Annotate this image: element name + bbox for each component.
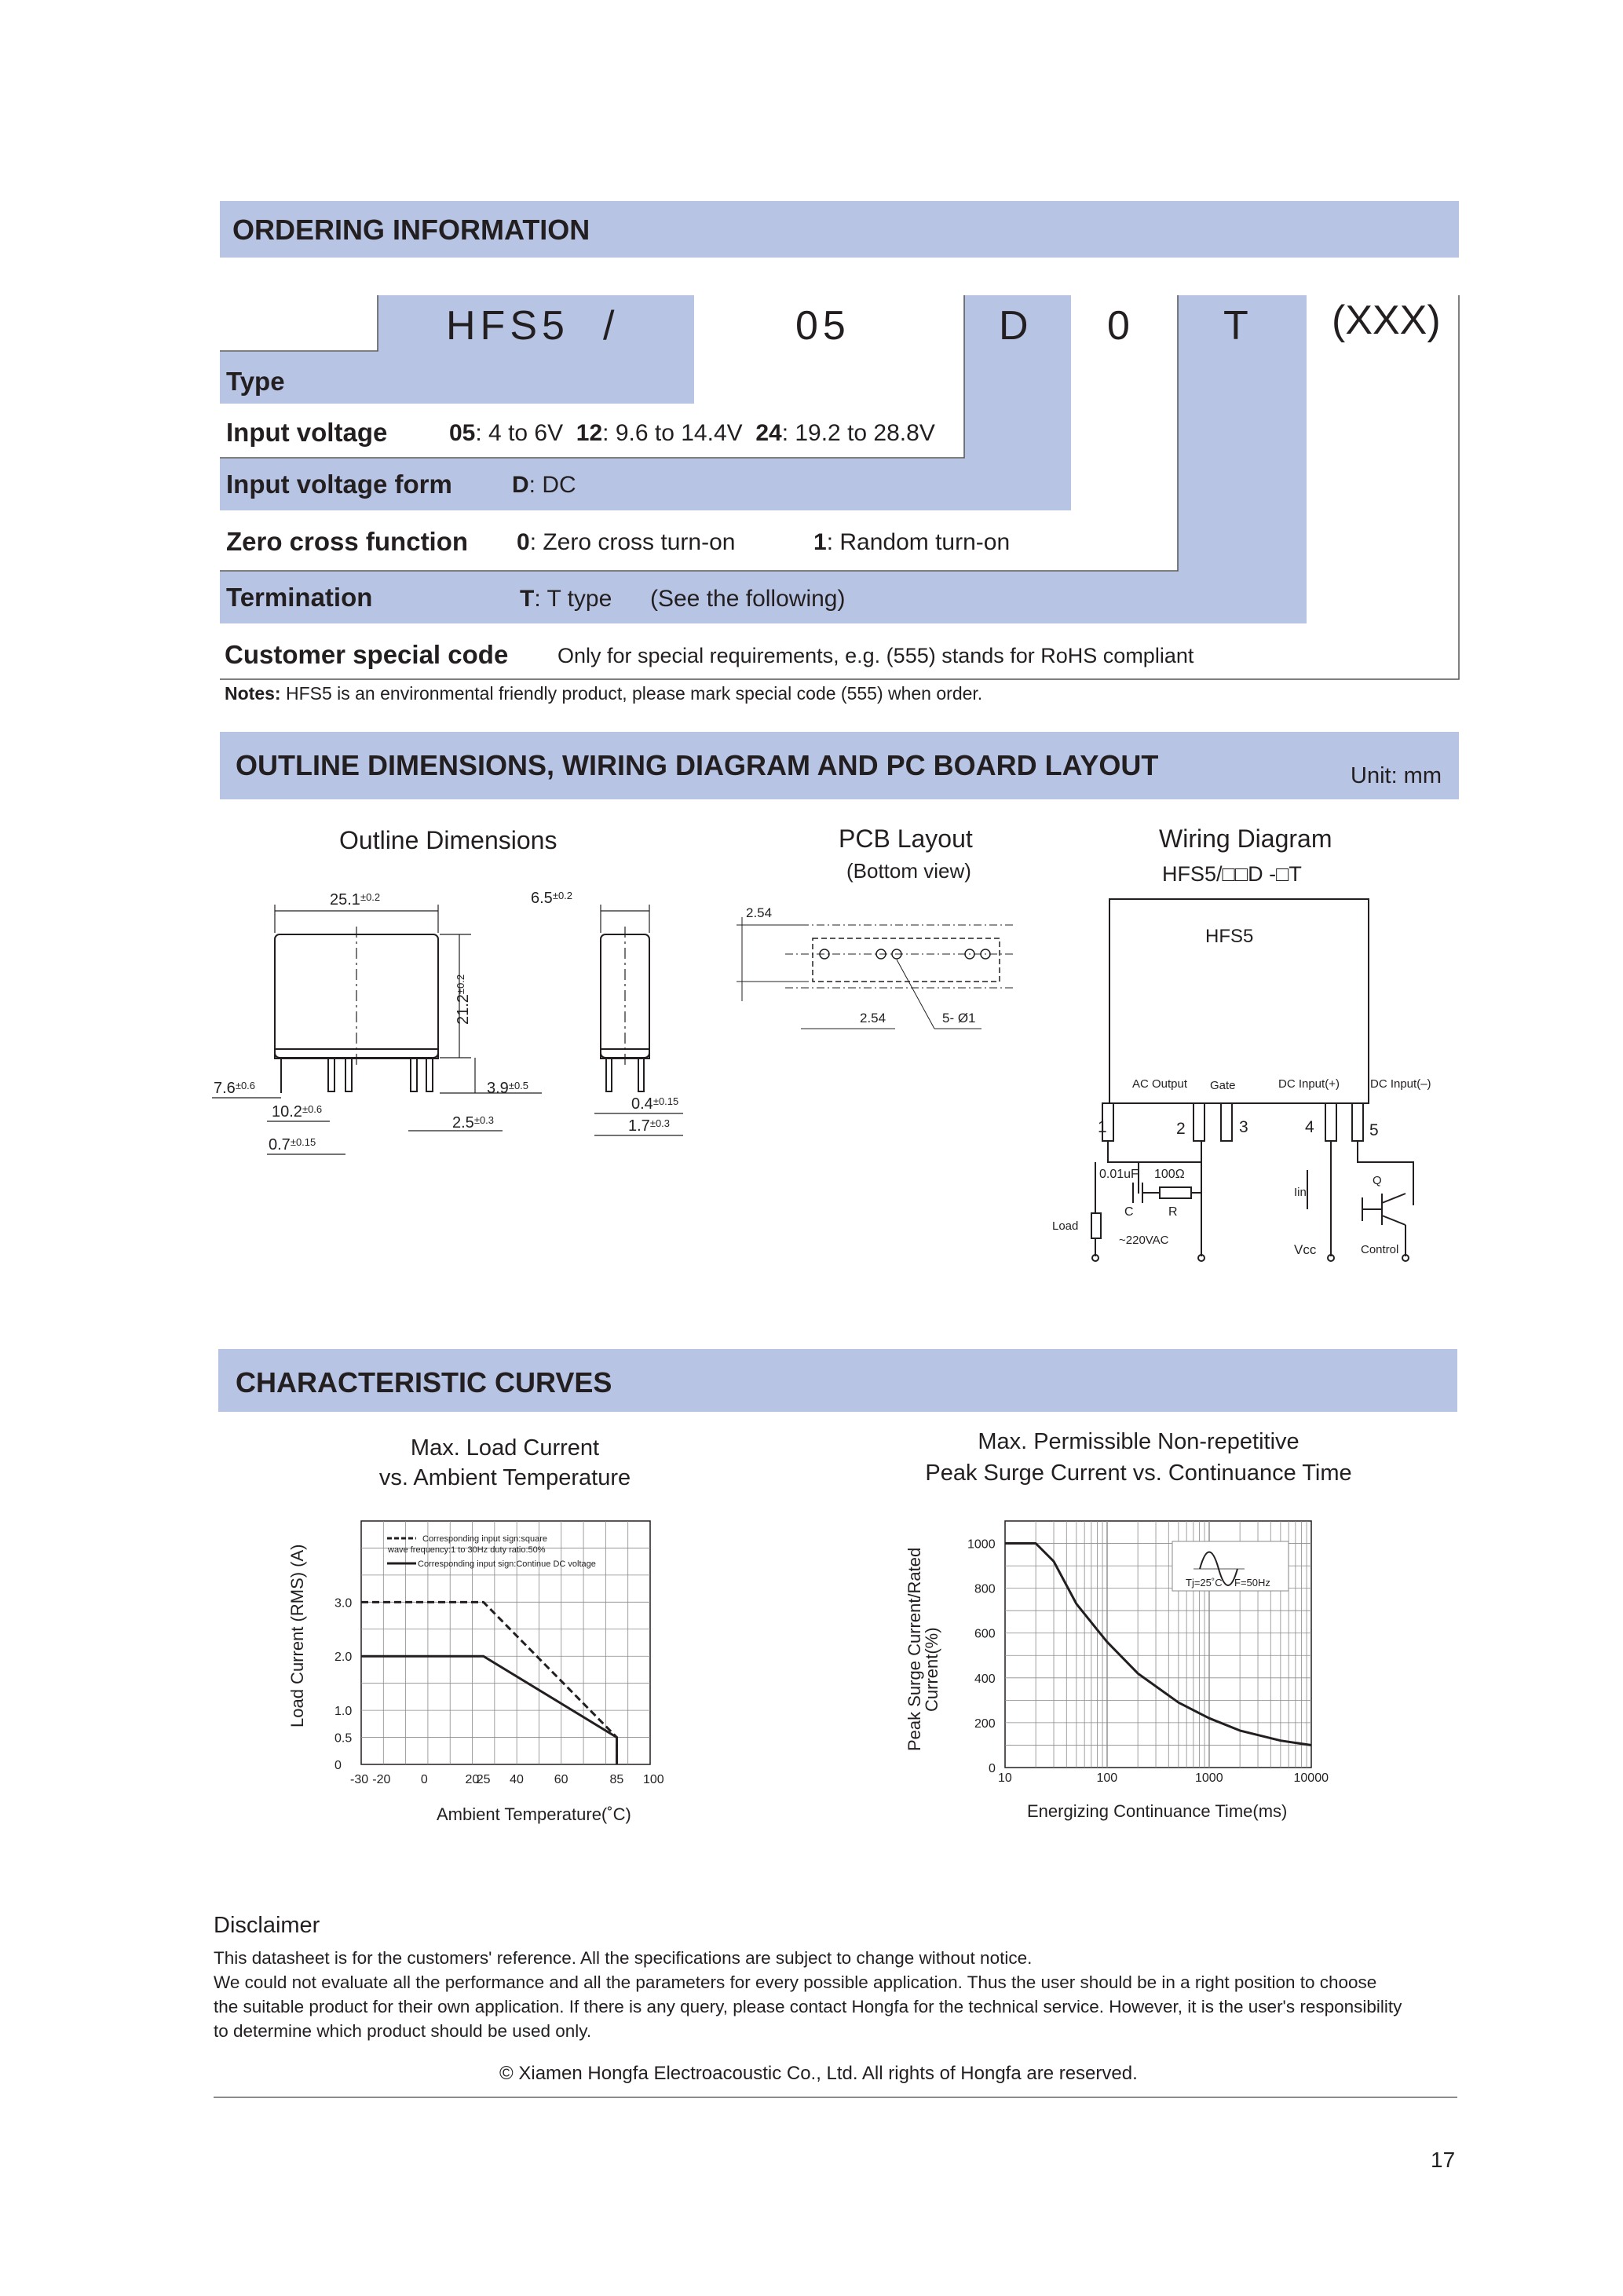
code-form: D	[999, 303, 1033, 349]
pin-label-gate: Gate	[1210, 1079, 1236, 1092]
input-voltage-options	[449, 420, 935, 447]
disclaimer-line-3: the suitable product for their own application. If there is any query, please contact Hongfa for the technical service. However, it is the user's responsibility	[214, 1997, 1402, 2016]
dim-f: $0.4^{\pm 0.15}$	[631, 1095, 679, 1113]
code-slash: /	[603, 303, 620, 349]
q-label: Q	[1373, 1174, 1382, 1187]
label-input-voltage-form: Input voltage form	[226, 470, 452, 499]
chart2-xtick-3: 10000	[1293, 1771, 1329, 1785]
dim-g: $1.7^{\pm 0.3}$	[628, 1117, 671, 1135]
chart1-ylabel: Load Current (RMS) (A)	[287, 1544, 307, 1727]
pin-num-1: 1	[1098, 1118, 1107, 1136]
code-zero-cross: 0	[1107, 303, 1135, 349]
outline-dimensions-drawing	[204, 879, 679, 1178]
dim-width: $25.1^{\pm 0.2}$	[330, 891, 381, 909]
iv-code-12: 12	[576, 420, 603, 446]
pin-label-ac-output: AC Output	[1132, 1077, 1188, 1091]
chart1-xtick-0: -30	[350, 1773, 369, 1786]
pcb-title: PCB Layout	[839, 824, 973, 853]
zc-desc-0: : Zero cross turn-on	[529, 529, 736, 555]
input-form-options	[512, 472, 576, 499]
termination-option	[520, 586, 612, 612]
chart-surge-current	[895, 1504, 1351, 1834]
control-label: Control	[1361, 1243, 1399, 1256]
customer-code-text: Only for special requirements, e.g. (555) stands for RoHS compliant	[557, 644, 1194, 667]
chart1-ytick-1: 0.5	[334, 1731, 353, 1746]
iv-code-24: 24	[755, 420, 782, 446]
chart1-xtick-3: 20	[465, 1773, 480, 1786]
dim-a: $7.6^{\pm 0.6}$	[214, 1080, 256, 1097]
pcb-holes: 5- Ø1	[942, 1011, 976, 1026]
copyright: © Xiamen Hongfa Electroacoustic Co., Ltd. All rights of Hongfa are reserved.	[499, 2063, 1138, 2084]
dim-thickness: $6.5^{\pm 0.2}$	[531, 890, 573, 907]
code-termination: T	[1223, 303, 1253, 349]
chart1-legend-3: Corresponding input sign:Continue DC voltage	[418, 1559, 596, 1569]
code-special: (XXX)	[1332, 298, 1441, 343]
chart2-ytick-3: 600	[974, 1627, 996, 1641]
chart1-xtick-8: 100	[643, 1773, 664, 1786]
pin-label-dc-minus: DC Input(–)	[1370, 1077, 1431, 1091]
chart2-inset-tj: Tj=25˚C	[1186, 1577, 1223, 1589]
dim-height: $21.2^{\pm 0.2}$	[455, 974, 472, 1025]
chart1-xlabel: Ambient Temperature(˚C)	[437, 1804, 631, 1824]
wiring-model: HFS5/□□D -□T	[1162, 862, 1302, 886]
notes-text: HFS5 is an environmental friendly product, please mark special code (555) when order.	[280, 683, 983, 704]
pcb-pitch-v: 2.54	[746, 905, 773, 920]
chart2-ytick-5: 1000	[967, 1537, 996, 1552]
chart1-xtick-2: 0	[420, 1773, 428, 1786]
page-number: 17	[1431, 2148, 1456, 2172]
pin-num-5: 5	[1369, 1121, 1379, 1139]
ordering-notes	[225, 683, 982, 704]
res-value: 100Ω	[1154, 1168, 1185, 1181]
curves-title: CHARACTERISTIC CURVES	[236, 1366, 612, 1398]
pcb-subtitle: (Bottom view)	[846, 859, 971, 883]
chart1-legend-2: wave frequency:1 to 30Hz duty ratio:50%	[388, 1545, 546, 1555]
form-code: D	[512, 472, 529, 498]
chart2-ytick-4: 800	[974, 1582, 996, 1596]
chart2-ylabel-1: Peak Surge Current/Rated	[905, 1547, 924, 1751]
chart1-title-line1: Max. Load Current	[410, 1435, 600, 1461]
notes-label: Notes:	[225, 683, 281, 704]
dim-e: $2.5^{\pm 0.3}$	[452, 1114, 495, 1132]
chart1-title-line2: vs. Ambient Temperature	[378, 1465, 631, 1490]
zero-cross-option-1	[813, 529, 1010, 556]
ac-label: ~220VAC	[1119, 1234, 1169, 1247]
cap-label: C	[1124, 1205, 1134, 1219]
chart2-inset-f: F=50Hz	[1234, 1577, 1270, 1589]
load-label: Load	[1052, 1219, 1079, 1233]
label-termination: Termination	[226, 583, 373, 612]
termination-extra: (See the following)	[650, 586, 846, 612]
pin-num-2: 2	[1176, 1120, 1186, 1138]
iv-desc-12: : 9.6 to 14.4V	[602, 420, 743, 446]
outline-unit: Unit: mm	[1351, 763, 1442, 788]
chart1-legend	[387, 1534, 596, 1569]
pcb-pitch-h: 2.54	[860, 1011, 886, 1026]
chart2-inset	[1172, 1541, 1289, 1591]
chart2-title-line1: Max. Permissible Non-repetitive	[978, 1429, 1299, 1454]
disclaimer-line-2: We could not evaluate all the performance and all the parameters for every possible application. Thus the user should be in a right position to choose	[214, 1972, 1377, 1992]
dim-d: $3.9^{\pm 0.5}$	[487, 1080, 529, 1097]
dim-b: $10.2^{\pm 0.6}$	[272, 1103, 323, 1121]
chart1-xtick-7: 85	[609, 1773, 624, 1786]
footer-rule	[214, 2097, 1457, 2098]
zc-code-0: 0	[517, 529, 530, 555]
chart1-legend-1: Corresponding input sign:square	[422, 1534, 547, 1544]
chart1-xtick-4: 25	[476, 1773, 491, 1786]
label-customer-code: Customer special code	[225, 640, 509, 669]
label-type: Type	[226, 367, 285, 396]
label-zero-cross: Zero cross function	[226, 527, 469, 556]
pin-num-4: 4	[1305, 1118, 1314, 1136]
chart1-xtick-6: 60	[554, 1773, 568, 1786]
zero-cross-option-0	[517, 529, 735, 556]
wiring-title: Wiring Diagram	[1159, 824, 1332, 853]
wiring-box-label: HFS5	[1205, 926, 1254, 947]
chart-load-current	[275, 1508, 683, 1837]
zc-code-1: 1	[813, 529, 827, 555]
chart2-xtick-0: 10	[998, 1771, 1012, 1785]
chart1-ytick-2: 1.0	[334, 1705, 353, 1719]
iv-code-05: 05	[449, 420, 476, 446]
term-desc: : T type	[534, 586, 612, 612]
chart2-ytick-1: 200	[974, 1717, 996, 1731]
res-label: R	[1168, 1205, 1178, 1219]
chart2-ylabel-2: Current(%)	[922, 1627, 941, 1712]
disclaimer-line-4: to determine which product should be used only.	[214, 2021, 592, 2041]
label-input-voltage: Input voltage	[226, 418, 388, 447]
code-voltage: 05	[795, 303, 850, 349]
chart1-ytick-4: 3.0	[334, 1596, 353, 1610]
disclaimer-line-1: This datasheet is for the customers' reference. All the specifications are subject to change without notice.	[214, 1948, 1033, 1968]
pin-num-3: 3	[1239, 1118, 1248, 1136]
chart2-ytick-0: 0	[989, 1762, 996, 1775]
chart2-ytick-2: 400	[974, 1672, 996, 1686]
pin-label-dc-plus: DC Input(+)	[1278, 1077, 1340, 1091]
wiring-diagram	[1052, 895, 1460, 1272]
chart1-ytick-3: 2.0	[334, 1651, 353, 1665]
iin-label: Iin	[1294, 1186, 1307, 1199]
chart1-xtick-1: -20	[372, 1773, 391, 1786]
zc-desc-1: : Random turn-on	[826, 529, 1011, 555]
chart2-xtick-2: 1000	[1195, 1771, 1223, 1785]
form-desc: : DC	[528, 472, 576, 498]
ordering-title: ORDERING INFORMATION	[232, 214, 590, 246]
chart1-xtick-5: 40	[510, 1773, 524, 1786]
pcb-layout-drawing	[730, 895, 1029, 1052]
outline-title: OUTLINE DIMENSIONS, WIRING DIAGRAM AND PC BOARD LAYOUT	[236, 749, 1159, 781]
chart2-xtick-1: 100	[1096, 1771, 1118, 1785]
iv-desc-24: : 19.2 to 28.8V	[781, 420, 935, 446]
outline-dims-title: Outline Dimensions	[339, 826, 557, 854]
chart2-xlabel: Energizing Continuance Time(ms)	[1027, 1801, 1288, 1821]
dim-c: $0.7^{\pm 0.15}$	[269, 1136, 316, 1153]
disclaimer-title: Disclaimer	[214, 1913, 320, 1938]
code-series: HFS5	[446, 303, 569, 349]
chart2-title-line2: Peak Surge Current vs. Continuance Time	[925, 1461, 1352, 1486]
iv-desc-05: : 4 to 6V	[475, 420, 564, 446]
chart1-ytick-0: 0	[334, 1759, 342, 1772]
term-code: T	[520, 586, 535, 612]
vcc-label: Vcc	[1294, 1242, 1317, 1257]
cap-value: 0.01uF	[1099, 1168, 1139, 1181]
